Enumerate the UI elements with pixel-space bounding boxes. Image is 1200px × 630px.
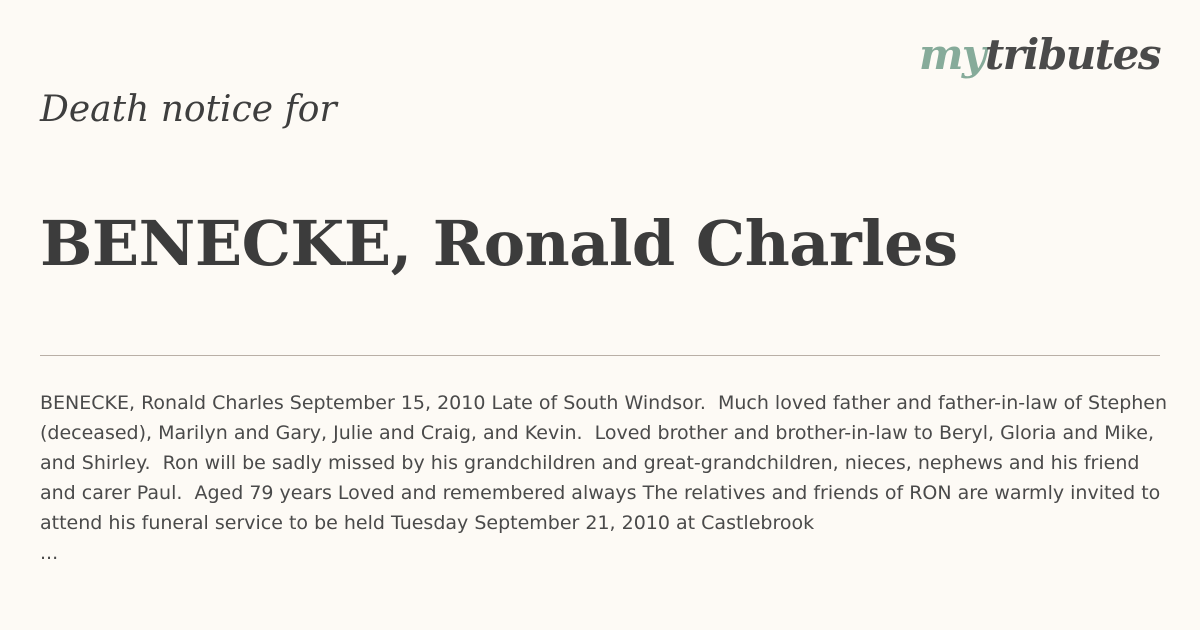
logo-my: my [918, 30, 985, 79]
page-heading: Death notice for [40, 89, 337, 130]
notice-body [40, 388, 1180, 568]
notice-ellipsis: ... [40, 542, 59, 564]
divider [40, 355, 1160, 356]
mytributes-logo[interactable] [918, 30, 1160, 79]
deceased-name: BENECKE, Ronald Charles [40, 207, 958, 280]
logo-tributes: tributes [984, 30, 1160, 79]
notice-text: BENECKE, Ronald Charles September 15, 2010 Late of South Windsor. Much loved father and father-in-law of Stephen (deceased), Marilyn and Gary, Julie and Craig, and Kevin. Loved brother and brother-in-law to Beryl, Gloria and Mike, and Shirley. Ron will be sadly missed by his grandchildren and great-grandchildren, nieces, nephews and his friend and carer Paul. Aged 79 years Loved and remembered always The relatives and friends of RON are warmly invited to attend his funeral service to be held Tuesday September 21, 2010 at Castlebrook [40, 392, 1174, 534]
